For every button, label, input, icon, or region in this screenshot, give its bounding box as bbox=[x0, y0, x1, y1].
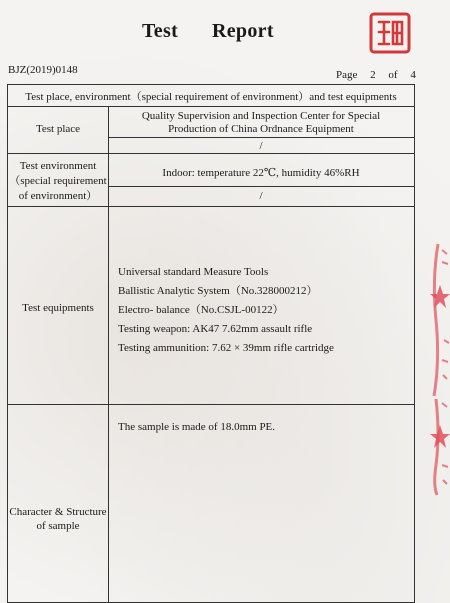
title-report: Report bbox=[212, 20, 274, 42]
test-environment-sub-value: / bbox=[259, 190, 263, 202]
column-divider bbox=[108, 107, 109, 602]
row-divider bbox=[8, 404, 414, 405]
title-test: Test bbox=[142, 20, 179, 42]
test-place-sub-value: / bbox=[259, 140, 263, 152]
sample-label-line1: Character & Structure bbox=[9, 506, 107, 518]
document-number: BJZ(2019)0148 bbox=[8, 64, 78, 76]
test-environment-label-line1: Test environment bbox=[19, 160, 97, 172]
test-place-value-line1: Quality Supervision and Inspection Center for Special bbox=[141, 110, 381, 122]
page-current: 2 bbox=[370, 69, 376, 81]
row-divider bbox=[8, 206, 414, 207]
page-indicator bbox=[336, 69, 416, 81]
page-label: Page bbox=[336, 69, 358, 81]
red-stamp-fragment bbox=[424, 395, 450, 500]
section-title: Test place, environment（special requirement of environment）and test equipments bbox=[25, 91, 397, 103]
equipment-item: Testing weapon: AK47 7.62mm assault rifle bbox=[118, 323, 313, 335]
equipment-item: Testing ammunition: 7.62 × 39mm rifle cartridge bbox=[118, 342, 334, 354]
row-divider bbox=[108, 137, 414, 138]
row-divider bbox=[8, 106, 414, 107]
page-of: of bbox=[388, 69, 398, 81]
row-divider bbox=[8, 153, 414, 154]
test-place-value-line2: Production of China Ordnance Equipment bbox=[168, 123, 354, 135]
page-total: 4 bbox=[410, 69, 416, 81]
test-environment-label-line3: of environment） bbox=[18, 190, 98, 202]
red-stamp-fragment bbox=[424, 240, 450, 400]
report-table bbox=[7, 84, 415, 603]
test-environment-value: Indoor: temperature 22℃, humidity 46%RH bbox=[162, 167, 360, 179]
equipment-item: Electro- balance（No.CSJL-00122） bbox=[118, 304, 284, 316]
equipment-item: Universal standard Measure Tools bbox=[118, 266, 269, 278]
equipment-item: Ballistic Analytic System（No.328000212） bbox=[118, 285, 318, 297]
test-equipments-label: Test equipments bbox=[22, 302, 94, 314]
sample-value: The sample is made of 18.0mm PE. bbox=[118, 421, 276, 433]
test-place-label: Test place bbox=[35, 123, 81, 135]
row-divider bbox=[108, 186, 414, 187]
red-seal-logo bbox=[369, 12, 411, 54]
sample-label-line2: of sample bbox=[36, 520, 80, 532]
test-environment-label-line2: （special requirement bbox=[9, 175, 107, 187]
